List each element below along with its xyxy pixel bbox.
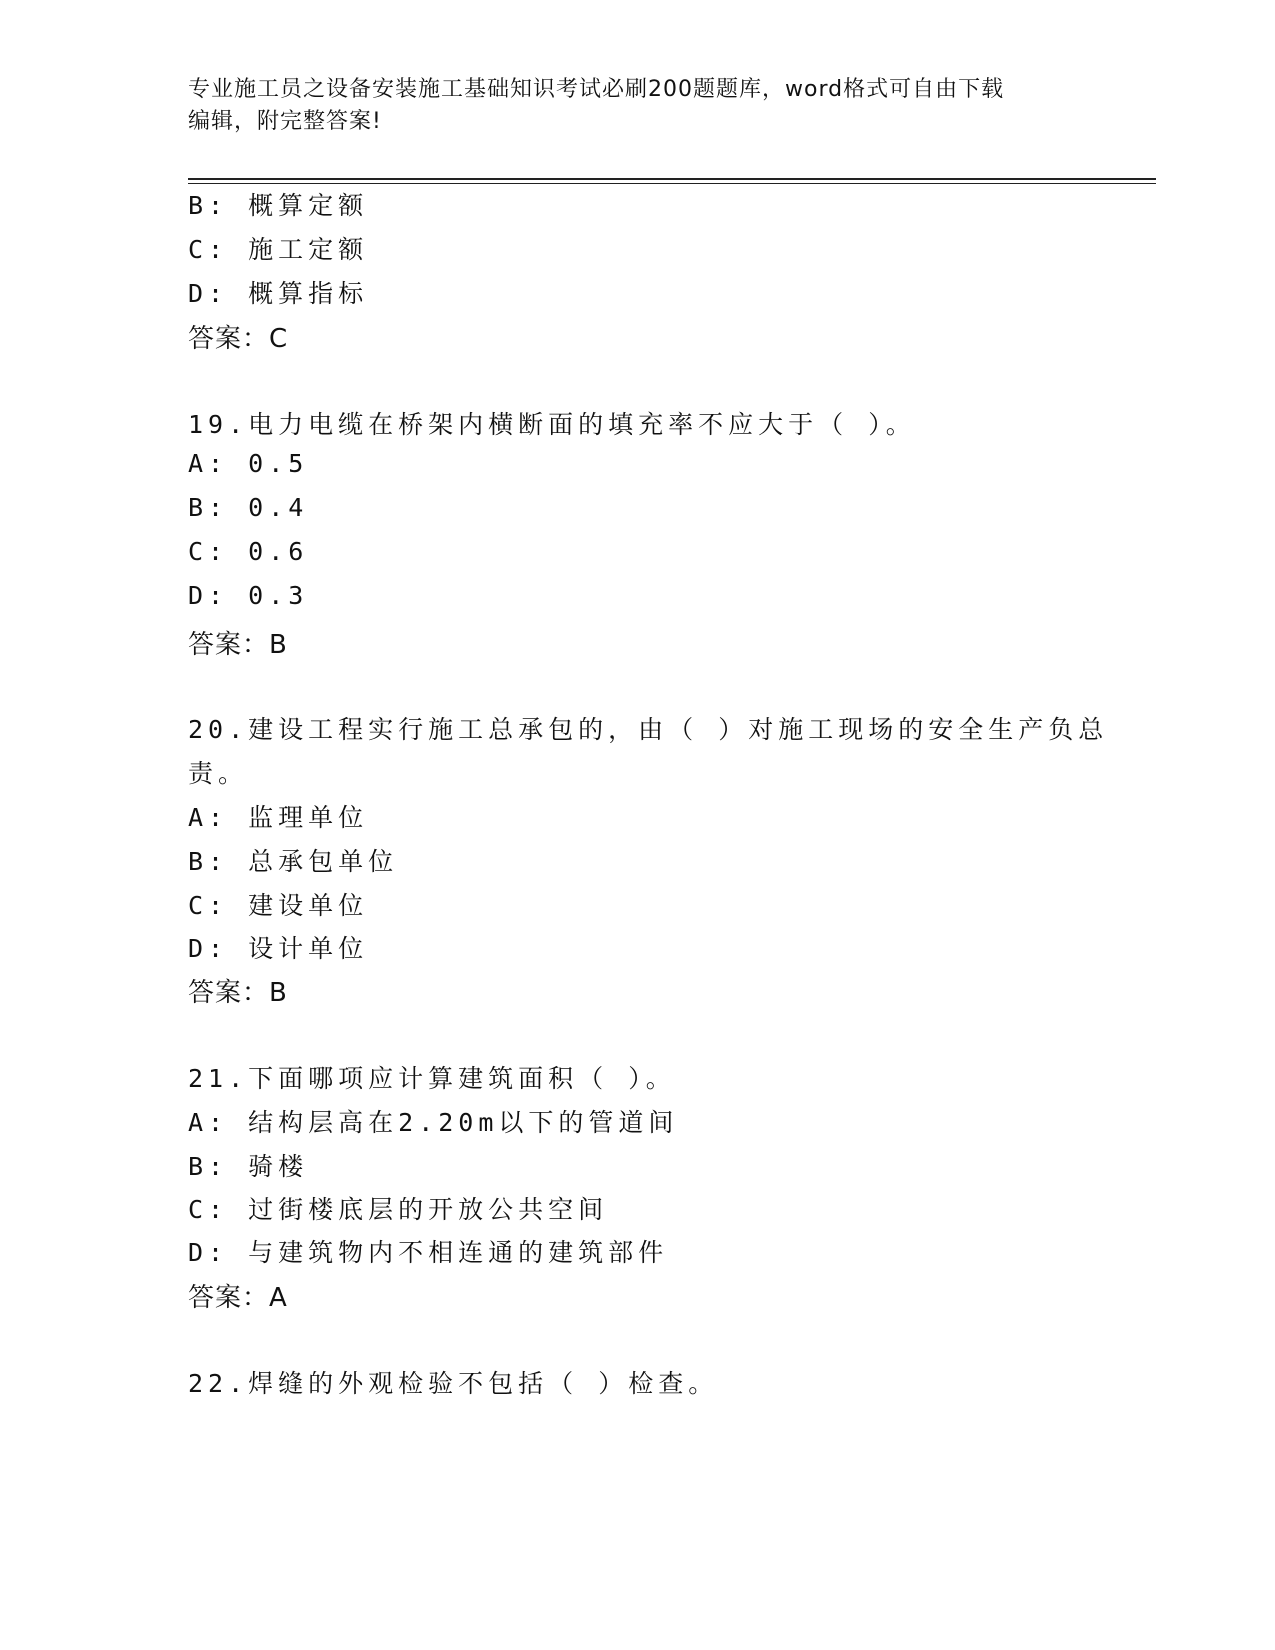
option-b: B: 0.4	[188, 493, 309, 522]
option-a: A: 结构层高在2.20m以下的管道间	[188, 1108, 679, 1137]
question-stem: 22.焊缝的外观检验不包括（ ）检查。	[188, 1369, 719, 1398]
option-c: C: 0.6	[188, 537, 309, 566]
answer-line: 答案：C	[188, 324, 289, 354]
option-b: B: 总承包单位	[188, 847, 399, 876]
header-line-1: 专业施工员之设备安装施工基础知识考试必刷200题题库，word格式可自由下载	[188, 77, 1005, 102]
answer-line: 答案：A	[188, 1283, 288, 1313]
question-stem: 21.下面哪项应计算建筑面积（ ）。	[188, 1064, 676, 1093]
option-d: D: 设计单位	[188, 934, 369, 963]
answer-line: 答案：B	[188, 630, 288, 660]
option-c: C: 过街楼底层的开放公共空间	[188, 1195, 609, 1224]
answer-line: 答案：B	[188, 978, 288, 1008]
option-b: B: 骑楼	[188, 1152, 309, 1181]
option-c: C: 建设单位	[188, 891, 369, 920]
document-header	[188, 74, 1088, 138]
question-stem: 20.建设工程实行施工总承包的，由（ ）对施工现场的安全生产负总	[188, 715, 1109, 744]
option-a: A: 监理单位	[188, 803, 369, 832]
option-a: A: 0.5	[188, 449, 309, 478]
option-b: B: 概算定额	[188, 191, 369, 220]
header-line-2: 编辑，附完整答案!	[188, 109, 382, 134]
option-d: D: 0.3	[188, 581, 309, 610]
header-divider	[188, 178, 1156, 184]
option-d: D: 概算指标	[188, 279, 369, 308]
question-stem: 19.电力电缆在桥架内横断面的填充率不应大于（ ）。	[188, 410, 916, 439]
question-stem-continued: 责。	[188, 759, 249, 788]
option-c: C: 施工定额	[188, 235, 369, 264]
option-d: D: 与建筑物内不相连通的建筑部件	[188, 1238, 669, 1267]
